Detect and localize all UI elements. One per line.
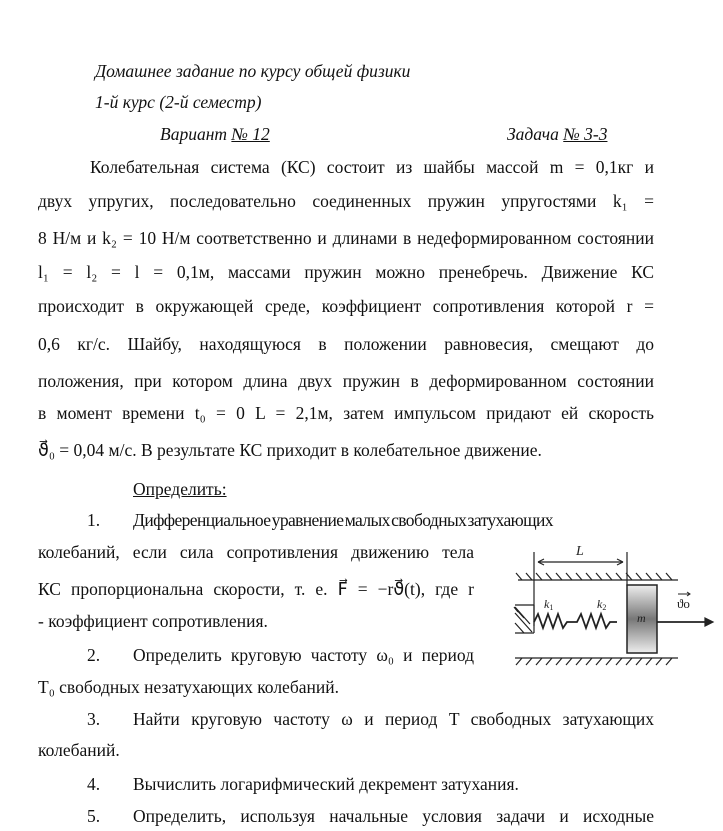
label-k2 xyxy=(597,597,606,612)
label-k2-letter: k xyxy=(597,597,603,611)
list-item-line: Вычислить логарифмический декремент затухания. xyxy=(133,774,519,794)
label-k1-sub: 1 xyxy=(549,603,554,612)
list-item-number: 4. xyxy=(87,774,101,794)
list-item-line: T₀ свободных незатухающих колебаний. xyxy=(38,677,339,697)
list-item-number: 1. xyxy=(87,510,101,530)
label-m: m xyxy=(637,611,646,625)
list-item-number: 2. xyxy=(87,645,101,665)
condition-line: Колебательная система (КС) состоит из шайбы массой m = 0,1кг и xyxy=(90,157,654,177)
label-k1 xyxy=(544,597,553,612)
label-v0: ϑo xyxy=(677,596,690,611)
condition-line: ϑ⃗₀ = 0,04 м/с. В результате КС приходит в колебательное движение. xyxy=(38,440,542,460)
condition-line: 0,6 кг/с. Шайбу, находящуюся в положении равновесия, смещают до xyxy=(38,334,654,354)
variant-label: Вариант xyxy=(160,124,232,144)
determine-heading: Определить: xyxy=(133,479,227,499)
list-item-line: Определить круговую частоту ω₀ и период xyxy=(133,645,474,665)
doc-title: Домашнее задание по курсу общей физики xyxy=(95,61,411,81)
list-item-line: Дифференциальное уравнение малых свободных затухающих xyxy=(133,510,553,530)
label-L: L xyxy=(576,544,584,559)
list-item-number: 3. xyxy=(87,709,101,729)
spring-mass-figure xyxy=(510,542,720,668)
condition-line: положения, при котором длина двух пружин в деформированном состоянии xyxy=(38,371,654,391)
list-item-line: Определить, используя начальные условия задачи и исходные xyxy=(133,806,654,826)
list-item-line: колебаний, если сила сопротивления движению тела xyxy=(38,542,474,562)
task-label: Задача xyxy=(507,124,564,144)
label-k1-letter: k xyxy=(544,597,550,611)
condition-line: происходит в окружающей среде, коэффициент сопротивления которой r = xyxy=(38,296,654,316)
condition-line: 8 Н/м и k₂ = 10 Н/м соответственно и длинами в недеформированном состоянии xyxy=(38,228,654,248)
variant-number: № 12 xyxy=(231,124,270,144)
label-k2-sub: 2 xyxy=(602,603,607,612)
task xyxy=(507,123,607,145)
course-line: 1-й курс (2-й семестр) xyxy=(95,92,262,112)
condition-line: l₁ = l₂ = l = 0,1м, массами пружин можно пренебречь. Движение КС xyxy=(38,262,654,282)
task-number: № 3-3 xyxy=(563,124,608,144)
variant xyxy=(160,123,270,145)
list-item-line: - коэффициент сопротивления. xyxy=(38,611,268,631)
list-item-line: колебаний. xyxy=(38,740,120,760)
list-item-line: Найти круговую частоту ω и период T свободных затухающих xyxy=(133,709,654,729)
condition-line: в момент времени t₀ = 0 L = 2,1м, затем импульсом придают ей скорость xyxy=(38,403,654,423)
list-item-number: 5. xyxy=(87,806,101,826)
list-item-line: КС пропорциональна скорости, т. е. F⃗ = −rϑ⃗(t), где r xyxy=(38,579,474,599)
condition-line: двух упругих, последовательно соединенных пружин упругостями k₁ = xyxy=(38,191,654,211)
